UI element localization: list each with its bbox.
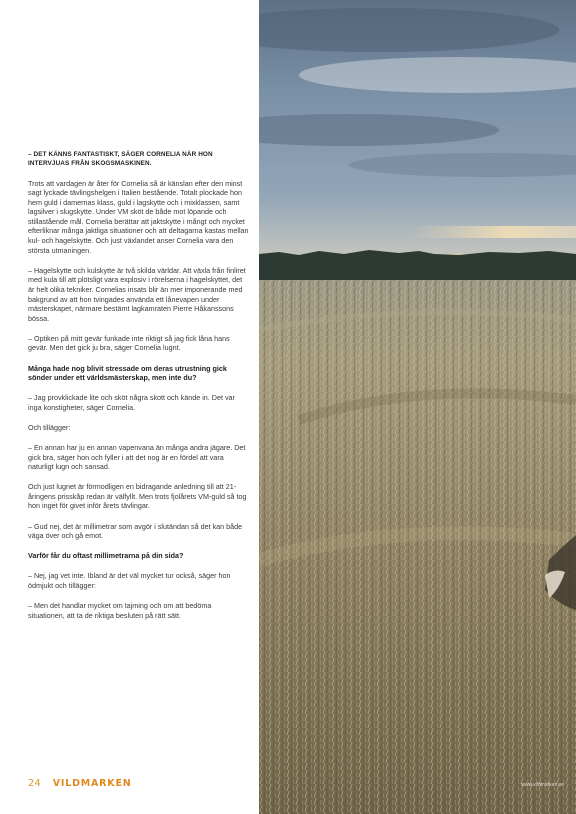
article-paragraph: Och just lugnet är förmodligen en bidragande anledning till att 21-åringens prisskåp redan är välfyllt. Men trots fjolårets VM-guld så tog hon inget för givet inför årets tävlingar.: [28, 482, 247, 511]
article-paragraph: – Hagelskytte och kulskytte är två skilda världar. Att växla från finliret med kula till att plötsligt vara explosiv i rörelserna i hagelskyttet, det är helt olika tekniker. Cornelias insats blir än mer imponerande med bakgrund av att hon tvingades använda ett lånevapen under mästerskapet, närmare bestämt lagkamraten Pierre Håkanssons bössa.: [28, 265, 246, 323]
article-paragraph: – Nej, jag vet inte. Ibland är det väl mycket tur också, säger hon ödmjukt och tillägger:: [28, 571, 231, 590]
interview-question: Många hade nog blivit stressade om deras utrustning gick sönder under ett världsmästerskap, men inte du?: [28, 363, 227, 383]
magazine-brand: VILDMARKEN: [52, 777, 132, 789]
field-photo: [259, 0, 576, 814]
page-number: 24: [28, 777, 41, 789]
field-landscape-image: [259, 0, 576, 814]
article-paragraph: – En annan har ju en annan vapenvana än många andra jägare. Det gick bra, säger hon och fyller i att det nog är en fördel att vara naturligt lugn och sansad.: [28, 442, 246, 472]
article-paragraph: Trots att vardagen är åter för Cornelia så är känslan efter den minst sagt lyckade tävlingshelgen i Italien bestående. Totalt plockade hon hem guld i damernas klass, guld i lagskytte och i mixklassen, samt lagsilver i slugskytte. Under VM sköt de både mot löpande och stillastående mål. Cornelia berättar att jaktskytte i mångt och mycket efterliknar många jaktliga situationer och att deltagarna kastas mellan kul- och hagelskytte. Och just växlandet anser Cornelia vara den största utmaningen.: [28, 178, 249, 255]
article-paragraph: – DET KÄNNS FANTASTISKT, SÄGER CORNELIA NÄR HON INTERVJUAS FRÅN SKOGSMASKINEN.: [28, 151, 213, 167]
photo-credit: www.vildmarken.se: [521, 782, 564, 788]
page-footer: [28, 776, 131, 790]
article-paragraph: Och tillägger:: [28, 422, 71, 432]
article-paragraph: – Optiken på mitt gevär funkade inte riktigt så jag fick låna hans gevär. Men det gick ju bra, säger Cornelia lugnt.: [28, 333, 230, 353]
article-paragraph: – Men det handlar mycket om tajming och om att bedöma situationen, att ta de riktiga besluten på rätt sätt.: [28, 601, 212, 620]
article-paragraph: – Gud nej, det är millimetrar som avgör i slutändan så det kan både väga över och gå emot.: [28, 521, 243, 541]
interview-question: Varför får du oftast millimetrarna på din sida?: [28, 551, 184, 561]
article-paragraph: – Jag provklickade lite och sköt några skott och kände in. Det var inga konstigheter, säger Cornelia.: [28, 393, 235, 412]
article-text-column: [28, 150, 250, 631]
